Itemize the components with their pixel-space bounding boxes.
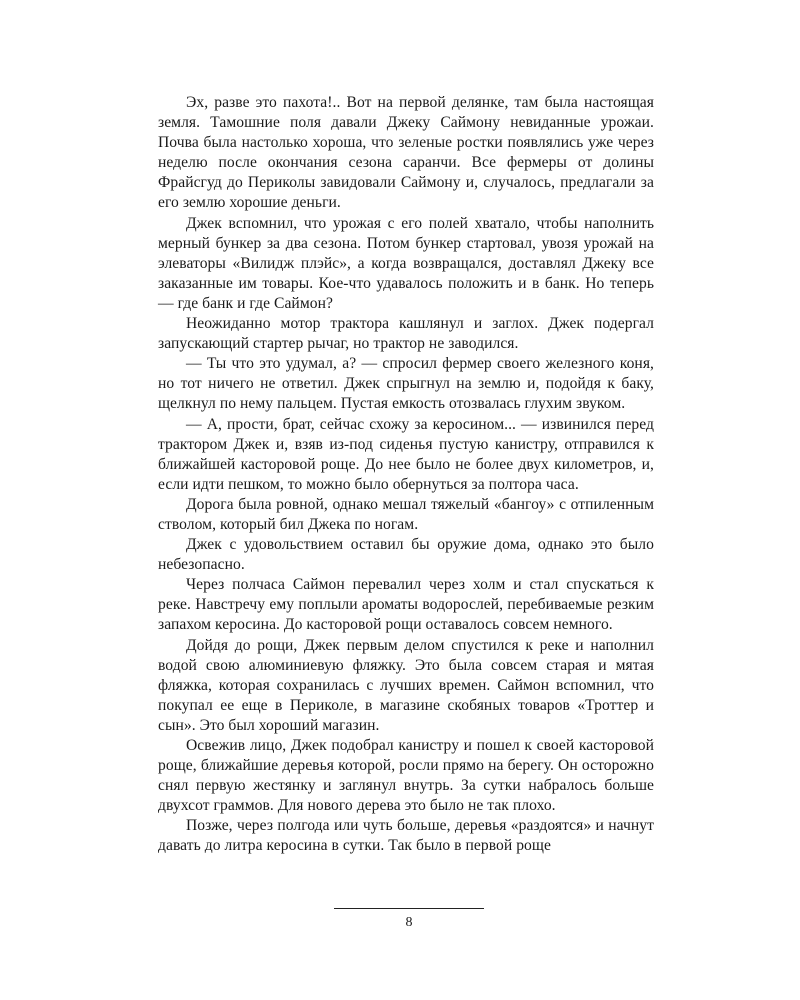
paragraph-7: Джек с удовольствием оставил бы оружие дома, однако это было небезопасно.	[158, 536, 654, 574]
paragraph-9: Дойдя до рощи, Джек первым делом спустился к реке и наполнил водой свою алюминиевую фляжку. Это была совсем старая и мятая фляжка, которая сохранилась с лучших времен. Саймон вспомнил, что покупал ее еще в Периколе, в магазине скобяных товаров «Троттер и сын». Это был хороший магазин.	[158, 636, 654, 734]
paragraph-6: Дорога была ровной, однако мешал тяжелый «бангоу» с отпиленным стволом, который бил Джека по ногам.	[158, 495, 654, 533]
page-number: 8	[405, 915, 413, 930]
paragraph-4: — Ты что это удумал, а? — спросил фермер своего железного коня, но тот ничего не ответил. Джек спрыгнул на землю и, подойдя к баку, щелкнул по нему пальцем. Пустая емкость отозвалась глухим звуком.	[158, 355, 654, 413]
paragraph-8: Через полчаса Саймон перевалил через холм и стал спускаться к реке. Навстречу ему поплыли ароматы водорослей, перебиваемые резким запахом керосина. До касторовой рощи оставалось совсем немного.	[158, 576, 654, 634]
body-text	[158, 93, 654, 857]
paragraph-1: Эх, разве это пахота!.. Вот на первой делянке, там была настоящая земля. Тамошние поля давали Джеку Саймону невиданные урожаи. Почва была настолько хороша, что зеленые ростки появлялись уже через неделю после окончания сезона саранчи. Все фермеры от долины Фрайсгуд до Периколы завидовали Саймону и, случалось, предлагали за его землю хорошие деньги.	[158, 94, 654, 212]
paragraph-11: Позже, через полгода или чуть больше, деревья «раздоятся» и начнут давать до литра керосина в сутки. Так было в первой роще	[158, 817, 654, 855]
footer-rule	[334, 908, 484, 909]
paragraph-2: Джек вспомнил, что урожая с его полей хватало, чтобы наполнить мерный бункер за два сезона. Потом бункер стартовал, увозя урожай на элеваторы «Вилидж плэйс», а когда возвращался, доставлял Джеку все заказанные им товары. Кое-что удавалось положить и в банк. Но теперь — где банк и где Саймон?	[158, 214, 654, 312]
paragraph-3: Неожиданно мотор трактора кашлянул и заглох. Джек подергал запускающий стартер рычаг, но трактор не заводился.	[158, 315, 654, 353]
paragraph-5: — А, прости, брат, сейчас схожу за керосином... — извинился перед трактором Джек и, взяв из-под сиденья пустую канистру, отправился к ближайшей касторовой роще. До нее было не более двух километров, и, если идти пешком, то можно было обернуться за полтора часа.	[158, 415, 654, 493]
paragraph-10: Освежив лицо, Джек подобрал канистру и пошел к своей касторовой роще, ближайшие деревья которой, росли прямо на берегу. Он осторожно снял первую жестянку и заглянул внутрь. За сутки набралось больше двухсот граммов. Для нового дерева это было не так плохо.	[158, 737, 654, 815]
